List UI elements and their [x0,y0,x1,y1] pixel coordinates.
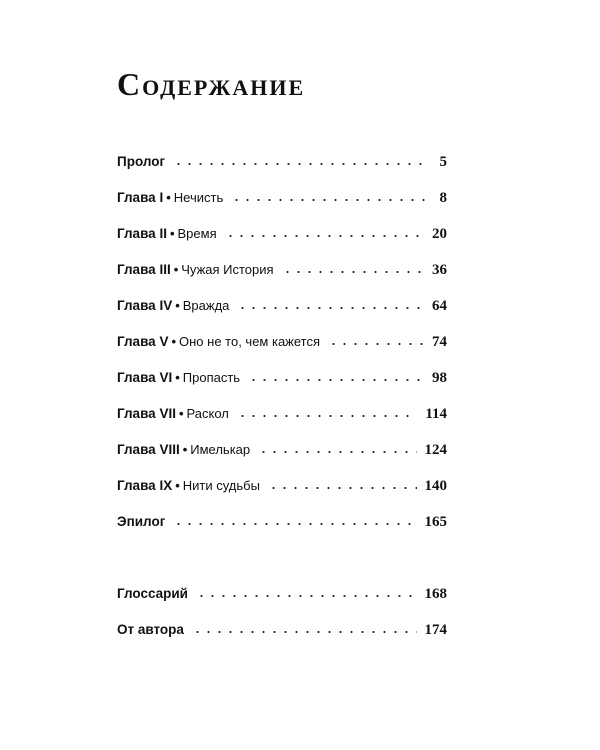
toc-entry-chapter-7[interactable] [117,396,447,432]
entry-label: Глава VIII [117,442,180,457]
entry-label: Глава VI [117,370,173,385]
dot-leader [328,343,424,345]
toc-entry-author-note[interactable] [117,612,447,648]
bullet-separator: • [173,262,179,277]
page-title: Содержание [117,66,306,102]
page-number: 174 [424,622,447,638]
entry-subtitle: Пропасть [182,370,241,385]
page-number: 64 [432,298,447,314]
toc-entry-chapter-8[interactable] [117,432,447,468]
entry-subtitle: Раскол [186,406,229,421]
dot-leader [258,451,416,453]
page-number: 36 [432,262,447,278]
entry-label: Глава III [117,262,171,277]
bullet-separator: • [166,190,171,205]
entry-label: Эпилог [117,514,166,529]
table-of-contents [117,144,447,648]
dot-leader [237,415,417,417]
dot-leader [282,271,424,273]
page-number: 5 [439,154,447,170]
entry-subtitle: Чужая История [181,262,274,277]
toc-entry-chapter-1[interactable] [117,180,447,216]
entry-label: Пролог [117,154,166,169]
page-number: 8 [439,190,447,206]
entry-label: Глава IX [117,478,173,493]
dot-leader [225,235,424,237]
toc-entry-chapter-6[interactable] [117,360,447,396]
page-number: 20 [432,226,447,242]
bullet-separator: • [175,298,180,313]
dot-leader [192,631,417,633]
entry-subtitle: Нити судьбы [182,478,260,493]
entry-subtitle: Нечисть [173,190,224,205]
bullet-separator: • [169,226,175,241]
page-number: 140 [424,478,447,494]
dot-leader [173,163,425,165]
toc-entry-glossary[interactable] [117,576,447,612]
page-number: 124 [424,442,447,458]
entry-label: Глава VII [117,406,176,421]
entry-label: Глава V [117,334,169,349]
entry-subtitle: Имелькар [190,442,251,457]
page-number: 98 [432,370,447,386]
dot-leader [237,307,424,309]
dot-leader [268,487,417,489]
bullet-separator: • [182,442,188,457]
toc-entry-chapter-3[interactable] [117,252,447,288]
page-number: 74 [432,334,447,350]
page-number: 114 [425,406,447,422]
entry-label: Глава I [117,190,164,205]
toc-entry-epilogue[interactable] [117,504,447,540]
dot-leader [231,199,425,201]
toc-entry-chapter-9[interactable] [117,468,447,504]
bullet-separator: • [178,406,184,421]
dot-leader [173,523,416,525]
entry-label: Глава IV [117,298,173,313]
bullet-separator: • [175,478,180,493]
entry-subtitle: Вражда [182,298,230,313]
entry-subtitle: Время [177,226,217,241]
entry-label: Глоссарий [117,586,188,601]
dot-leader [196,595,417,597]
dot-leader [248,379,424,381]
toc-entry-chapter-2[interactable] [117,216,447,252]
bullet-separator: • [171,334,177,349]
toc-entry-chapter-4[interactable] [117,288,447,324]
toc-entry-chapter-5[interactable] [117,324,447,360]
bullet-separator: • [175,370,180,385]
entry-label: Глава II [117,226,167,241]
entry-label: От автора [117,622,184,637]
entry-subtitle: Оно не то, чем кажется [179,334,321,349]
page-number: 165 [424,514,447,530]
page-number: 168 [424,586,447,602]
toc-entry-prologue[interactable] [117,144,447,180]
